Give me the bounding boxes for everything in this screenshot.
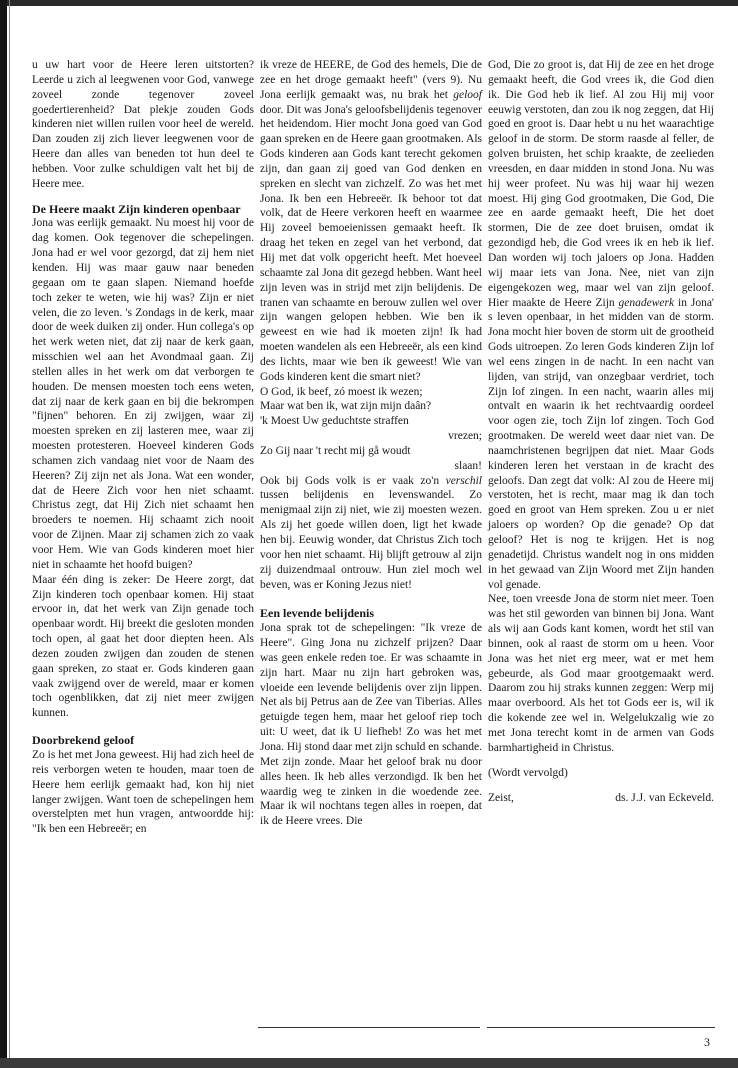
section-heading: Doorbrekend geloof <box>32 733 135 748</box>
paragraph: Maar één ding is zeker: De Heere zorgt, dat Zijn kinderen toch openbaar komen. Hij staat ervoor in, dat het werk van Zijn genade toch openbaar wordt. Hij breekt die gesloten monden toch open, al gaat het door diepten heen. Als dezen zouden zwijgen dan zouden de stenen gaan spreken, zo staat er. Gods kinderen gaan vaak zwijgend over de wereld, maar er komen toch ogenblikken, dat zij niet meer zwijgen kunnen. <box>32 573 254 720</box>
scan-bottom-edge <box>0 1058 738 1068</box>
section-heading: Een levende belijdenis <box>260 606 375 621</box>
text-run: God, Die zo groot is, dat Hij de zee en het droge gemaakt heeft, die God vrees ik, die God dien ik. Die God heb ik lief. Al zou Hij mij voor eeuwig verstoten, dan zou ik nog zeggen, dat Hij goed en groot is. Daar hebt u nu het waarachtige geloof in de storm. De storm raasde al feller, de golven bruisten, het schip kraakte, de zeelieden vreesden, en daar midden in stond Jona. Nu was hij weer profeet. Nu was hij waar hij wezen moest. Hij ging God grootmaken, Die God, Die zee en aarde gemaakt heeft, Die het doet stormen, Die de zee doet bruisen, omdat ik gezondigd heb, die God vrees ik en heb ik lief. Dan worden wij toch jaloers op Jona. Hadden wij maar iets van Jona. Nee, niet van zijn eigengekozen weg, maar wel van zijn geloof. Hier maakte de Heere Zijn <box>488 59 714 309</box>
scan-top-edge <box>0 0 738 6</box>
paragraph: Jona was eerlijk gemaakt. Nu moest hij voor de dag komen. Ook tegenover die schepelingen. Jona had er wel voor gezorgd, dat zij hem niet kenden. Hij was maar gauw naar beneden gegaan om te gaan slapen. Niemand hoefde toch zeker te weten, wie hij was? Zijn er niet velen, die zo leven. 's Zondags in de kerk, maar door de week duiken zij onder. Hun collega's op het werk weten niet, dat zij naar de kerk gaan, misschien wel aan het Avondmaal gaan. Zij stellen alles in het werk om dat verborgen te houden. De mensen moesten toch eens weten, dat zij naar de kerk gaan en bij die bekrompen "fijnen" behoren. En zij zwijgen, waar zij moesten spreken en zij lasteren mee, waar zij moesten protesteren. Hoeveel kinderen Gods schamen zich vandaag niet voor de Naam des Heeren? Zij zijn net als Jona. Wat een wonder, dat de Heere Zich voor hen niet schaamt. Christus zegt, dat Hij Zich niet schaamt hen broeders te noemen. Hij schaamt zich nooit voor de Zijnen. Maar zij schamen zich zo vaak voor Hem. Wie van Gods kinderen moet hier niet in schaamte het hoofd buigen? <box>32 217 254 571</box>
text-run: Ook bij Gods volk is er vaak zo'n <box>260 474 446 487</box>
paragraph: Zo is het met Jona geweest. Hij had zich heel de reis verborgen weten te houden, maar toen de Heere hem eerlijk gemaakt had, kon hij niet langer zwijgen. Want toen de schepelingen hem overstelpten met hun vragen, antwoordde hij: "Ik ben een Hebreeër; en <box>32 748 254 836</box>
column-3 <box>488 58 714 805</box>
emphasis: genadewerk <box>618 296 675 309</box>
poem-line: vrezen; <box>448 430 482 443</box>
signature-author: ds. J.J. van Eckeveld. <box>615 791 714 804</box>
text-run: ik vreze de HEERE, de God des hemels, Die de zee en het droge gemaakt heeft" (vers 9). Nu Jona eerlijk gemaakt was, nu brak het <box>260 59 482 101</box>
page-number: 3 <box>704 1035 710 1049</box>
poem-line: Zo Gij naar 't recht mij gå woudt <box>260 444 411 457</box>
signature-line <box>488 791 714 806</box>
paragraph <box>260 58 482 385</box>
emphasis: geloof <box>453 88 482 101</box>
emphasis: verschil <box>445 474 482 487</box>
text-run: in Jona' s leven openbaar, in het midden van de storm. Jona mocht hier boven de storm uit de grootheid Gods uitroepen. Zo leren Gods kinderen Zijn lof wel eens zingen in de nacht. In een nacht van lijden, van strijd, van onzegbaar verdriet, toch Zijn lof zingen. In een nacht, waarin alles mij ontvalt en waarin ik het rechtvaardig oordeel voor ogen zie, toch Zijn lof zingen. Toch God grootmaken. De wereld weet daar niet van. De naamchristenen begrijpen dat niet. Maar Gods kinderen leren het verstaan in de kracht des geloofs. Dan zegt dat volk: Al zou de Heere mij verstoten, het is recht, maar mag ik dan toch goed en groot van Hem spreken. Zou u er niet jaloers op worden? Op die genade? Op dat geloof? Het is nog te krijgen. Het is nog genadetijd. Christus wandelt nog in ons midden in het gewaad van Zijn Woord met Zijn handen vol genade. <box>488 296 714 591</box>
column-3-footer-rule <box>487 1027 715 1028</box>
continuation-note: (Wordt vervolgd) <box>488 766 568 779</box>
poem-line: 'k Moest Uw geduchtste straffen <box>260 415 409 428</box>
column-2 <box>260 58 482 829</box>
text-run: door. Dit was Jona's geloofsbelijdenis tegenover het heidendom. Hier mocht Jona goed van God gaan spreken en de Heere gaan grootmaken. Als Gods kinderen aan Gods kant terecht gekomen zijn, dan gaan zij goed van God denken en spreken en slecht van zichzelf. Zo was het met Jona. Ik ben een Hebreeër. Ik behoor tot dat volk, dat de Heere verkoren heeft en waarmee Hij zoveel bemoeienissen gemaakt heeft. Ik draag het teken en zegel van het verbond, dat Hij met dat volk opgericht heeft. Met hoeveel schaamte zal Jona dit gezegd hebben. Want heel zijn leven was in strijd met zijn belijdenis. De tranen van schaamte en berouw zullen wel over zijn wangen gelopen hebben. Wie ben ik geweest en wie had ik moeten zijn! Ik had moeten wandelen als een Hebreeër, als een kind des lichts, maar wie ben ik geweest! Wie van Gods kinderen kent die smart niet? <box>260 103 482 383</box>
poem-quote <box>260 385 482 474</box>
scan-left-line <box>9 0 10 1068</box>
poem-line: slaan! <box>454 459 482 472</box>
signature-place: Zeist, <box>488 791 514 804</box>
paragraph <box>488 58 714 592</box>
paragraph: Jona sprak tot de schepelingen: "Ik vreze de Heere". Ging Jona nu zichzelf prijzen? Daar was geen enkele reden toe. Er was schaamte in zijn hart. Maar nu zijn hart gebroken was, vloeide een levende belijdenis over zijn lippen. Net als bij Petrus aan de Zee van Tiberias. Alles getuigde tegen hem, maar het geloof riep toch uit: U weet, dat ik U liefheb! Zo was het met Jona. Hij stond daar met zijn schuld en schande. Met zijn zonde. Maar het geloof brak nu door alles heen. Ik heb alles verzondigd. Ik ben het waardig weg te zinken in die woedende zee. Maar ik wil nochtans tegen alles in roepen, dat ik de Heere vrees. Die <box>260 622 482 828</box>
paragraph: u uw hart voor de Heere leren uitstorten? Leerde u zich al leegwenen voor God, vanwege zoveel zonde tegenover zoveel goedertierenheid? Dat plekje zouden Gods kinderen niet willen ruilen voor heel de wereld. Dan zouden zij zich liever leegwenen voor de Heere dan alles van beneden tot hun deel te hebben. Voor zulke schuldigen valt het bij de Heere mee. <box>32 59 254 190</box>
column-2-footer-rule <box>258 1027 480 1028</box>
column-1 <box>32 58 254 837</box>
paragraph <box>260 474 482 593</box>
scan-left-edge <box>0 0 7 1068</box>
text-run: tussen belijdenis en levenswandel. Zo menigmaal zijn zij niet, wie zij moesten wezen. Als zij het goede willen doen, ligt het kwade hen bij. Eeuwig wonder, dat Christus Zich toch voor hen niet schaamt. Hij blijft getrouw al zijn zij duizendmaal ontrouw. Hun ziel moch wel beven, was er Koning Jezus niet! <box>260 489 482 591</box>
poem-line: O God, ik beef, zó moest ik wezen; <box>260 385 423 398</box>
paragraph: Nee, toen vreesde Jona de storm niet meer. Toen was het stil geworden van binnen bij Jona. Want als wij aan Gods kant komen, wordt het stil van binnen, ook al raast de storm om u heen. Voor Jona was het niet erg meer, wat er met hem gebeurde, als God maar grootgemaakt werd. Daarom zou hij straks kunnen zeggen: Werp mij maar overboord. Als het tot Gods eer is, wil ik die kokende zee wel in. Welgelukzalig wie zo met Jona terecht komt in de armen van Gods barmhartigheid in Christus. <box>488 593 714 754</box>
poem-line: Maar wat ben ik, wat zijn mijn daân? <box>260 400 432 413</box>
section-heading: De Heere maakt Zijn kinderen openbaar <box>32 201 241 216</box>
